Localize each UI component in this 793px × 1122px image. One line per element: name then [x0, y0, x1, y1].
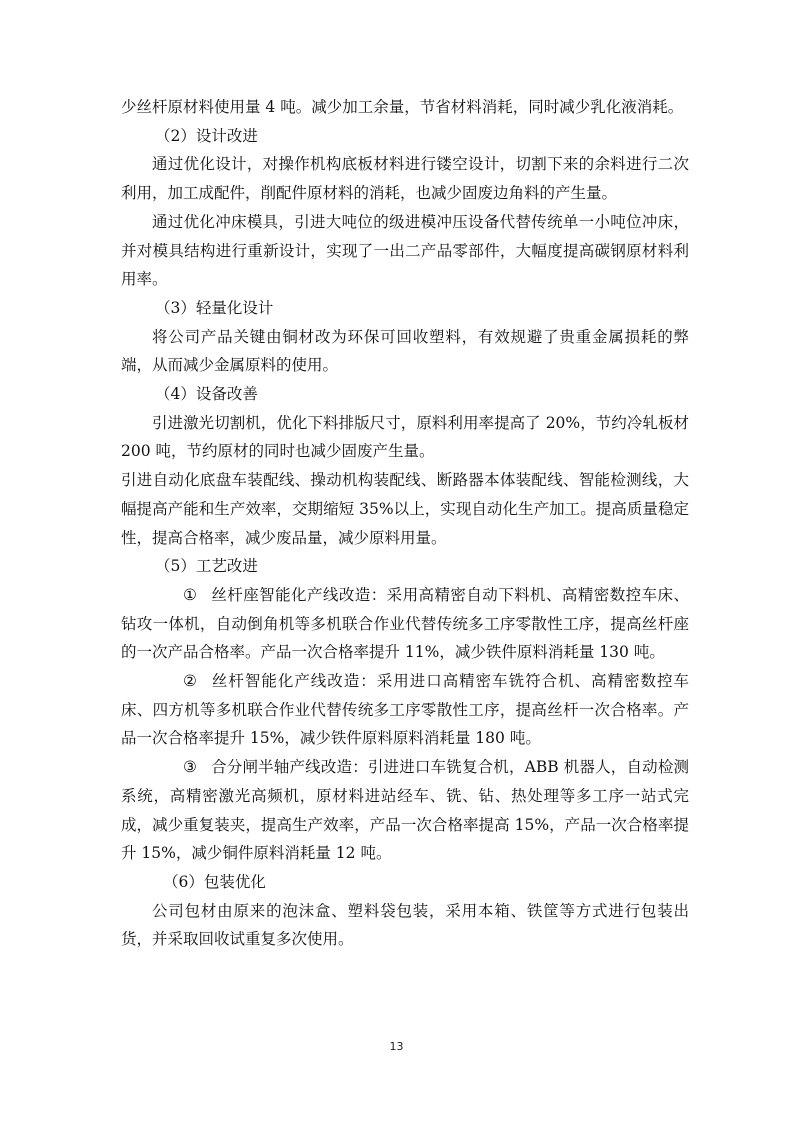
- paragraph: 通过优化设计，对操作机构底板材料进行镂空设计，切割下来的余料进行二次利用，加工成配件，削配件原材料的消耗，也减少固废边角料的产生量。: [121, 155, 689, 203]
- paragraph: 引进自动化底盘车装配线、操动机构装配线、断路器本体装配线、智能检测线，大幅提高产能和生产效率，交期缩短 35%以上，实现自动化生产加工。提高质量稳定性，提高合格率，减少废品量，减少原料用量。: [121, 471, 689, 547]
- page-number: 13: [389, 1040, 404, 1053]
- section-heading: （4）设备改善: [155, 385, 258, 404]
- paragraph: 引进激光切割机，优化下料排版尺寸，原料利用率提高了 20%，节约冷轧板材 200 吨，节约原材的同时也减少固废产生量。: [121, 413, 689, 461]
- section-heading: （5）工艺改进: [155, 557, 258, 576]
- section-heading: （2）设计改进: [155, 126, 258, 145]
- item-marker: ②: [183, 672, 197, 691]
- item-text: 丝杆智能化产线改造：采用进口高精密车铣符合机、高精密数控车床、四方机等多机联合作业代替传统多工序零散性工序，提高丝杆一次合格率。产品一次合格率提升 15%，减少铁件原料原料消耗量 180 吨。: [121, 672, 689, 748]
- section-heading: （6）包装优化: [163, 872, 266, 891]
- item-text: 丝杆座智能化产线改造：采用高精密自动下料机、高精密数控车床、钻攻一体机，自动倒角机等多机联合作业代替传统多工序零散性工序，提高丝杆座的一次产品合格率。产品一次合格率提升 11%，减少铁件原料消耗量 130 吨。: [121, 585, 689, 662]
- numbered-item: [121, 667, 689, 753]
- paragraph: 通过优化冲床模具，引进大吨位的级进模冲压设备代替传统单一小吨位冲床，并对模具结构进行重新设计，实现了一出二产品零部件，大幅度提高碳钢原材料利用率。: [121, 212, 689, 289]
- item-marker: ①: [183, 585, 197, 604]
- numbered-item: [121, 581, 689, 667]
- paragraph: 少丝杆原材料使用量 4 吨。减少加工余量，节省材料消耗，同时减少乳化液消耗。: [121, 98, 684, 116]
- section-heading: （3）轻量化设计: [155, 298, 274, 317]
- item-text: 合分闸半轴产线改造：引进进口车铣复合机，ABB 机器人，自动检测系统，高精密激光高频机，原材料进站经车、铣、钻、热处理等多工序一站式完成，减少重复装夹，提高生产效率，产品一次合格率提高 15%，产品一次合格率提升 15%，减少铜件原料消耗量 12 吨。: [121, 758, 689, 863]
- item-marker: ③: [183, 758, 197, 777]
- paragraph: 将公司产品关键由铜材改为环保可回收塑料，有效规避了贵重金属损耗的弊端，从而减少金属原料的使用。: [121, 327, 689, 375]
- paragraph: 公司包材由原来的泡沫盒、塑料袋包装，采用本箱、铁筐等方式进行包装出货，并采取回收试重复多次使用。: [121, 901, 689, 949]
- page-content: [121, 93, 689, 954]
- numbered-item: [121, 753, 689, 868]
